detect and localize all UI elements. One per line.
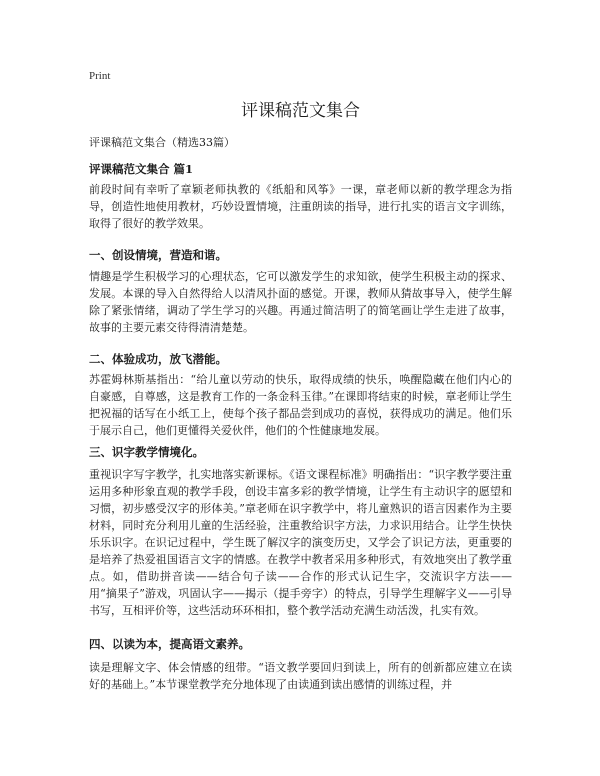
section-body-4: 读是理解文字、体会情感的纽带。“语文教学要回归到读上，所有的创新都应建立在读好的基础上。”本节课堂教学充分地体现了由读通到读出感情的训练过程，并 [89, 661, 512, 691]
section-heading-4: 四、以读为本，提高语文素养。 [89, 637, 250, 651]
section-heading-1: 一、创设情境，营造和谐。 [89, 248, 227, 262]
intro-paragraph: 前段时间有幸听了章颖老师执教的《纸船和风筝》一课，章老师以新的教学理念为指导，创造性地使用教材，巧妙设置情境，注重朗读的指导，进行扎实的语言文字训练，取得了很好的教学效果。 [89, 183, 512, 230]
section-body-1: 情趣是学生积极学习的心理状态，它可以激发学生的求知欲，使学生积极主动的探求、发展。本课的导入自然得给人以清风扑面的感觉。开课，教师从猜故事导入，使学生解除了紧张情绪，调动了学生学习的兴趣。再通过简洁明了的简笔画让学生走进了故事，故事的主要元素交待得清清楚楚。 [89, 270, 512, 334]
section-heading-2: 二、体验成功，放飞潜能。 [89, 352, 227, 366]
section-heading-3: 三、识字教学情境化。 [89, 445, 204, 459]
section-body-2: 苏霍姆林斯基指出：“给儿童以劳动的快乐，取得成绩的快乐，唤醒隐藏在他们内心的自豪感，自尊感，这是教育工作的一条金科玉律。”在课即将结束的时候，章老师让学生把祝福的话写在小纸工上，使每个孩子都品尝到成功的喜悦，获得成功的满足。他们乐于展示自己，他们更懂得关爱伙伴，他们的个性健康地发展。 [89, 373, 512, 437]
document-subtitle: 评课稿范文集合（精选33篇） [89, 136, 235, 149]
print-link[interactable]: Print [89, 70, 111, 82]
article-heading: 评课稿范文集合 篇1 [89, 162, 194, 176]
document-title: 评课稿范文集合 [241, 101, 360, 121]
section-body-3: 重视识字写字教学，扎实地落实新课标。《语文课程标准》明确指出：“识字教学要注重运用多种形象直观的教学手段，创设丰富多彩的教学情境，让学生有主动识字的愿望和习惯，初步感受汉字的形体美。”章老师在识字教学中，将儿童熟识的语言因素作为主要材料，同时充分利用儿童的生活经验，注重教给识字方法，力求识用结合。让学生快快乐乐识字。在识记过程中，学生既了解汉字的演变历史，又学会了识记方法，更重要的是培养了热爱祖国语言文字的情感。在教学中教者采用多种形式，有效地突出了教学重点。如，借助拼音读——结合句子读——合作的形式认记生字，交流识字方法——用“摘果子”游戏，巩固认字——揭示（提手旁字）的特点，引导学生理解字义——引导书写，互相评价等，这些活动环环相扣，整个教学活动充满生动活泼，扎实有效。 [89, 468, 512, 617]
